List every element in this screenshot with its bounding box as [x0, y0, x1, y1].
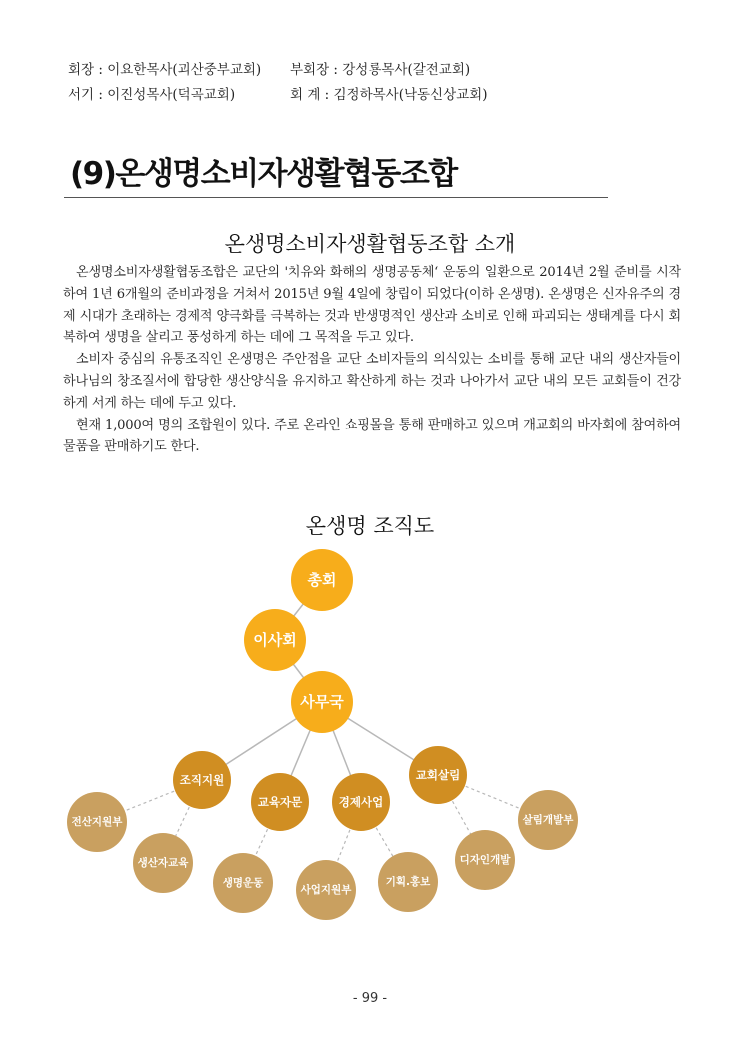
org-node-top-1-label: 이사회 [253, 631, 297, 649]
org-node-dept-0 [173, 751, 231, 809]
officer-secretary: 서기 : 이진성목사(덕곡교회) [68, 87, 236, 103]
officers-list [68, 58, 488, 108]
title-divider [64, 197, 608, 198]
officer-treasurer: 회 계 : 김정하목사(낙동신상교회) [290, 87, 488, 103]
page-number: - 99 - [352, 991, 388, 1006]
org-node-top-0-label: 총회 [307, 571, 337, 589]
org-chart-title: 온생명 조직도 [305, 514, 435, 538]
org-node-top-1 [244, 609, 306, 671]
intro-heading: 온생명소비자생활협동조합 소개 [224, 232, 516, 256]
officers-row-1 [68, 58, 488, 83]
intro-body [63, 262, 681, 458]
org-node-leaf-4-label: 기획.홍보 [385, 876, 431, 888]
org-node-leaf-0 [67, 792, 127, 852]
org-node-leaf-1-label: 생산자교육 [137, 857, 189, 869]
org-chart [60, 540, 640, 940]
chapter-title: (9)온생명소비자생활협동조합 [70, 156, 457, 192]
org-node-leaf-6-label: 살림개발부 [522, 814, 574, 826]
org-node-leaf-3 [296, 860, 356, 920]
org-node-leaf-4 [378, 852, 438, 912]
org-node-dept-2-label: 경제사업 [338, 795, 384, 809]
org-node-leaf-2-label: 생명운동 [222, 877, 264, 889]
org-node-dept-2 [332, 773, 390, 831]
org-node-leaf-2 [213, 853, 273, 913]
paragraph-3: 현재 1,000여 명의 조합원이 있다. 주로 온라인 쇼핑몰을 통해 판매하고 있으며 개교회의 바자회에 참여하여 물품을 판매하기도 한다. [63, 417, 681, 455]
org-node-leaf-3-label: 사업지원부 [300, 884, 352, 896]
org-node-top-0 [291, 549, 353, 611]
org-node-leaf-0-label: 전산지원부 [71, 816, 123, 828]
officer-president: 회장 : 이요한목사(괴산중부교회) [68, 62, 262, 78]
org-node-leaf-5-label: 디자인개발 [459, 854, 511, 866]
org-chart-nodes [67, 549, 578, 920]
org-node-leaf-5 [455, 830, 515, 890]
paragraph-2: 소비자 중심의 유통조직인 온생명은 주안점을 교단 소비자들의 의식있는 소비를 통해 교단 내의 생산자들이 하나님의 창조질서에 합당한 생산양식을 유지하고 확산하게 하는 것과 나아가서 교단 내의 모든 교회들이 건강하게 서게 하는 데에 두고 있다. [63, 352, 681, 411]
org-node-dept-1 [251, 773, 309, 831]
officers-row-2 [68, 83, 488, 108]
org-node-dept-3 [409, 746, 467, 804]
org-node-top-2 [291, 671, 353, 733]
paragraph-1: 온생명소비자생활협동조합은 교단의 '치유와 화해의 생명공동체‘ 운동의 일환으로 2014년 2월 준비를 시작하여 1년 6개월의 준비과정을 거쳐서 2015년 9월 4일에 창립이 되었다(이하 온생명). 온생명은 신자유주의 경제 시대가 초래하는 경제적 양극화를 극복하는 것과 반생명적인 생산과 소비로 인해 파괴되는 생태계를 다시 회복하여 생명을 살리고 풍성하게 하는 데에 그 목적을 두고 있다. [63, 265, 681, 346]
officer-vice-president: 부회장 : 강성룡목사(갈전교회) [290, 62, 471, 78]
org-node-dept-0-label: 조직지원 [179, 773, 225, 787]
org-node-dept-3-label: 교회살림 [415, 768, 461, 782]
org-node-leaf-6 [518, 790, 578, 850]
org-node-top-2-label: 사무국 [300, 693, 344, 711]
org-node-dept-1-label: 교육자문 [257, 795, 303, 809]
org-node-leaf-1 [133, 833, 193, 893]
